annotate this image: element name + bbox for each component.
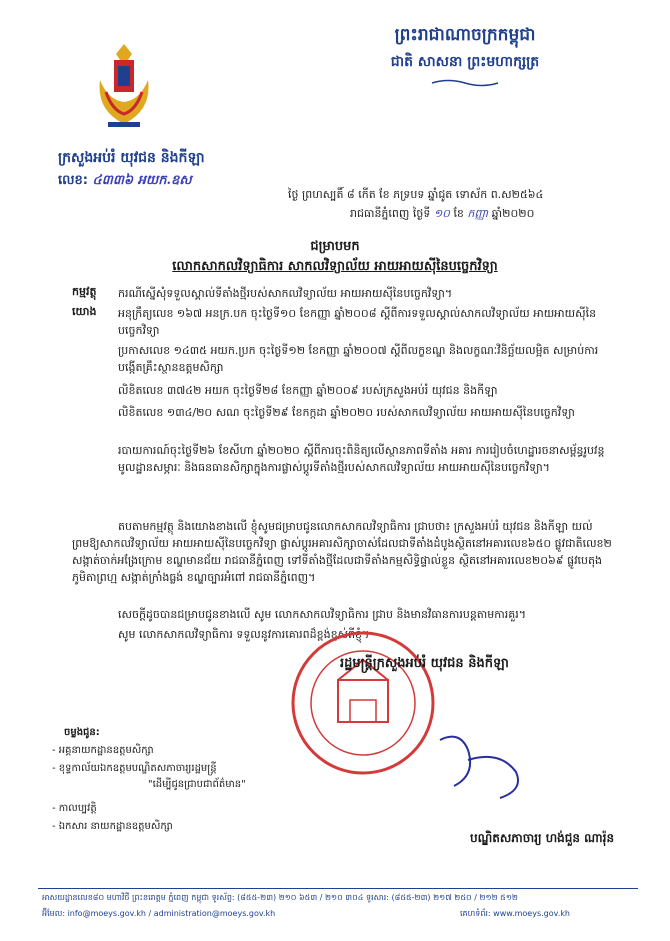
cc-label: ចម្លងជូន: [64,727,100,738]
reference-value: ៤៣៣៦ អយក.ឧស [92,173,192,188]
signatory-title: រដ្ឋមន្ត្រីក្រសួងអប់រំ យុវជន និងកីឡា [340,656,509,671]
reference-number [58,172,192,191]
lunar-date: ថ្ងៃ ព្រហស្បតិ៍ ៨ កើត ខែ ភទ្របទ ឆ្នាំជូត ទោស័ក ព.ស២៥៦៤ [288,188,544,201]
closing-line: សូម លោកសាកលវិទ្យាធិការ ទទួលនូវការគោរពដ៏ខ្ពង់ខ្ពស់ពីខ្ញុំ។ [118,628,370,641]
solar-date-prefix: រាជធានីភ្នំពេញ ថ្ងៃទី [350,207,431,220]
kingdom-title: ព្រះរាជាណាចក្រកម្ពុជា [394,25,536,45]
reference-item-5: របាយការណ៍ចុះថ្ងៃទី២៦ ខែសីហា ឆ្នាំ២០២០ ស្តីពីការចុះពិនិត្យលើស្ថានភាពទីតាំង អគារ ការរៀបចំហេដ្ឋារចនាសម្ព័ន្ធរូបវន្ត មូលដ្ឋានសម្ភារៈ និងធនធានសិក្សាក្នុងការផ្លាស់ប្តូរទីតាំងថ្មីរបស់សាកលវិទ្យាល័យ អាយអាយស៊ីនៃបច្ចេកវិទ្យា។ [118,444,605,474]
handwritten-signature [420,720,570,810]
cc-item-3: - កាលប្បវត្តិ [52,803,97,814]
solar-date [350,207,534,223]
footer-website [460,908,570,920]
body-paragraph-2: សេចក្តីដូចបានជម្រាបជូនខាងលើ សូម លោកសាកលវិទ្យាធិការ ជ្រាប និងមានវិធានការបន្តតាមការគួរ។ [118,608,526,621]
subject-label: កម្មវត្ថុ [72,285,97,298]
solar-day: ១០ [433,207,450,220]
footer-email-value: info@moeys.gov.kh / administration@moeys.gov.kh [67,909,276,918]
references-label: យោង [72,305,97,318]
ministry-emblem-logo [92,40,156,130]
cc-item-2: - ខុទ្ទកាល័យឯកឧត្តមបណ្ឌិតសភាចារ្យរដ្ឋមន្ត្រី [52,763,217,774]
footer-email [42,908,275,920]
cc-item-4: - ឯកសារ នាយកដ្ឋានឧត្តមសិក្សា [52,821,173,832]
body-paragraph-1: តបតាមកម្មវត្ថុ និងយោងខាងលើ ខ្ញុំសូមជម្រាបជូនលោកសាកលវិទ្យាធិការ ជ្រាបថា៖ ក្រសួងអប់រំ យុវជន និងកីឡា យល់ព្រមឱ្យសាកលវិទ្យាល័យ អាយអាយស៊ីនៃបច្ចេកវិទ្យា ផ្លាស់ប្តូរអគារសិក្សាចាស់ដែលជាទីតាំងដំបូងស្ថិតនៅអគារលេខ៦៥០ ផ្លូវជាតិលេខ២ សង្កាត់ចាក់អង្រែក្រោម ខណ្ឌមានជ័យ រាជធានីភ្នំពេញ ទៅទីតាំងថ្មីដែលជាទីតាំងកម្មសិទ្ធិផ្ទាល់ខ្លួន ស្ថិតនៅអគារលេខ២០៦៩ ផ្លូវបេតុង ភូមិតាព្រហ្ម សង្កាត់ក្រាំងធ្លង់ ខណ្ឌច្បារអំពៅ រាជធានីភ្នំពេញ។ [72,520,612,584]
ornament-divider [430,78,500,88]
signatory-name: បណ្ឌិតសភាចារ្យ ហង់ជួន ណារ៉ុន [470,831,615,845]
cc-item-1: - អគ្គនាយកដ្ឋានឧត្តមសិក្សា [52,745,154,756]
reference-item-4: លិខិតលេខ ១៣៤/២០ សណ ចុះថ្ងៃទី២៩ ខែកក្កដា ឆ្នាំ២០២០ របស់សាកលវិទ្យាល័យ អាយអាយស៊ីនៃបច្ចេកវិទ្យា [118,406,575,419]
official-seal-stamp [288,628,438,778]
reference-item-2: ប្រកាសលេខ ១៤៣៥ អយក.ប្រក ចុះថ្ងៃទី១២ ខែកញ្ញា ឆ្នាំ២០០៧ ស្តីពីលក្ខខណ្ឌ និងលក្ខណៈវិនិច្ឆ័យលម្អិត សម្រាប់ការបង្កើតគ្រឹះស្ថានឧត្តមសិក្សា [118,344,599,374]
reference-label: លេខ: [58,173,88,188]
solar-month: កញ្ញា [467,207,489,220]
footer-divider [38,888,638,889]
footer-address: អាសយដ្ឋានលេខ៨០ មហាវិថី ព្រះនរោត្តម ភ្នំពេញ កម្ពុជា ទូរស័ព្ទ: (៨៥៥-២៣) ២១០ ៦៥៣ / ២១០ ៣០៤ ទូរសារ: (៨៥៥-២៣) ២១៧ ២៥០ / ២១២ ៥១២ [42,893,518,902]
footer-email-label: អ៊ីមែល: [42,909,66,918]
subject-text: ករណីស្នើសុំទទួលស្គាល់ទីតាំងថ្មីរបស់សាកលវិទ្យាល័យ អាយអាយស៊ីនៃបច្ចេកវិទ្យា។ [118,287,453,300]
ministry-name: ក្រសួងអប់រំ យុវជន និងកីឡា [58,150,205,166]
footer-website-value: www.moeys.gov.kh [493,909,570,918]
footer-website-label: គេហទំព័រ: [460,909,491,918]
reference-item-3: លិខិតលេខ ៣៧៤២ អយក ចុះថ្ងៃទី២៨ ខែកញ្ញា ឆ្នាំ២០០៩ របស់ក្រសួងអប់រំ យុវជន និងកីឡា [118,384,498,397]
national-motto: ជាតិ សាសនា ព្រះមហាក្សត្រ [390,54,540,70]
recipient-greeting: ជម្រាបមក [310,239,360,254]
solar-month-prefix: ខែ [453,207,464,220]
cc-item-2-note: "ដើម្បីជូនជ្រាបជាព័ត៌មាន" [148,779,246,790]
solar-year: ឆ្នាំ២០២០ [491,207,535,220]
recipient-name: លោកសាកលវិទ្យាធិការ សាកលវិទ្យាល័យ អាយអាយស៊ីនៃបច្ចេកវិទ្យា [172,259,498,274]
reference-item-1: អនុក្រឹត្យលេខ ១៦៧ អនក្រ.បក ចុះថ្ងៃទី១០ ខែកញ្ញា ឆ្នាំ២០០៨ ស្តីពីការទទួលស្គាល់សាកលវិទ្យាល័យ អាយអាយស៊ីនៃបច្ចេកវិទ្យា [118,307,597,337]
